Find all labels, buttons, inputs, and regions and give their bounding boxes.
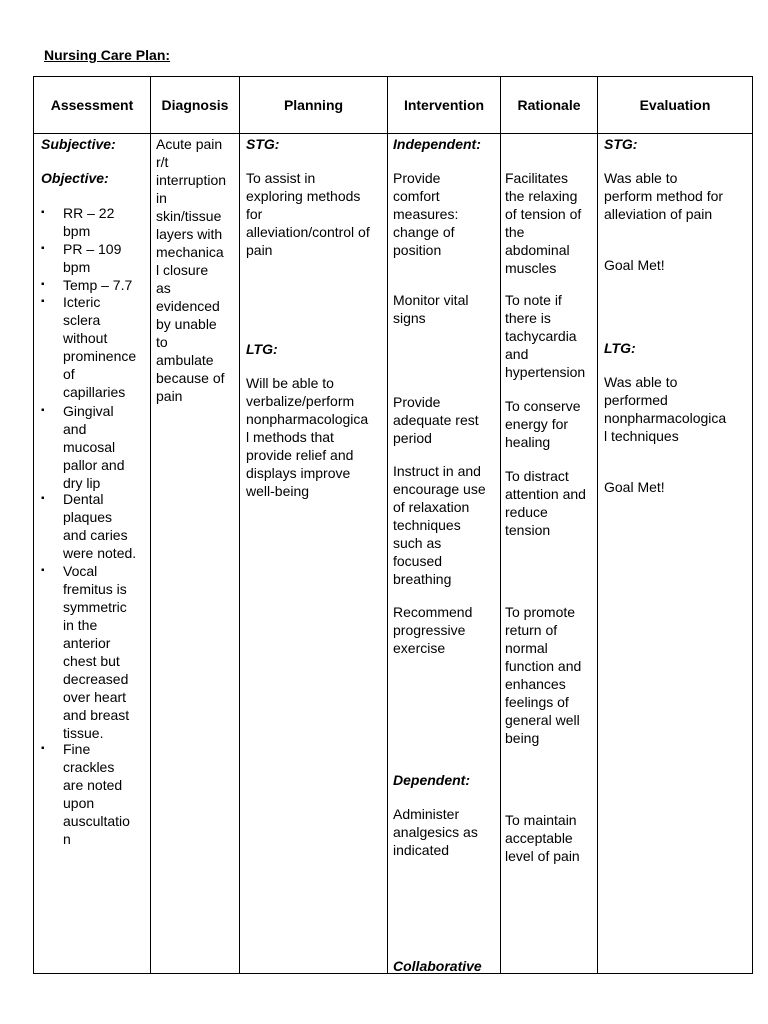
assessment-item: PR – 109 [63,241,122,257]
intervention-item: position [393,242,442,258]
assessment-item: were noted. [63,545,137,561]
evaluation-ltg-text: performed [604,392,668,408]
rationale-item: the [505,224,525,240]
assessment-item: mucosal [63,439,116,455]
diagnosis-text: as [156,280,171,296]
rationale-item: acceptable [505,830,573,846]
assessment-item: crackles [63,759,115,775]
intervention-item: Provide [393,170,441,186]
intervention-item: analgesics as [393,824,478,840]
dependent-label: Dependent: [393,772,470,788]
diagnosis-text: layers with [156,226,223,242]
intervention-item: Recommend [393,604,473,620]
header-diagnosis: Diagnosis [151,77,240,134]
intervention-item: measures: [393,206,459,222]
rationale-item: return of [505,622,558,638]
rationale-item: healing [505,434,551,450]
page-title: Nursing Care Plan: [44,47,171,63]
bullet-icon: ▪ [41,493,45,504]
assessment-item: anterior [63,635,111,651]
diagnosis-text: pain [156,388,183,404]
assessment-item: dry lip [63,475,101,491]
assessment-item: and caries [63,527,128,543]
assessment-item: of [63,366,75,382]
diagnosis-text: by unable [156,316,217,332]
assessment-item: plaques [63,509,113,525]
intervention-item: focused [393,553,443,569]
subjective-label: Subjective: [41,136,116,152]
header-planning: Planning [240,77,388,134]
assessment-item: fremitus is [63,581,127,597]
bullet-icon: ▪ [41,207,45,218]
evaluation-ltg-goal: Goal Met! [604,479,665,495]
planning-ltg-text: well-being [246,483,310,499]
planning-stg-text: alleviation/control of [246,224,370,240]
planning-ltg-text: l methods that [246,429,334,445]
bullet-icon: ▪ [41,565,45,576]
diagnosis-text: in [156,190,167,206]
intervention-item: Monitor vital [393,292,469,308]
rationale-item: function and [505,658,582,674]
assessment-item: Vocal [63,563,98,579]
diagnosis-text: ambulate [156,352,214,368]
planning-ltg-text: displays improve [246,465,351,481]
assessment-item: and breast [63,707,130,723]
intervention-cell [388,134,501,974]
planning-stg-text: pain [246,242,273,258]
rationale-item: tension [505,522,551,538]
assessment-item: chest but [63,653,120,669]
intervention-item: such as [393,535,442,551]
assessment-item: symmetric [63,599,127,615]
intervention-item: Administer [393,806,460,822]
diagnosis-cell [151,134,240,974]
planning-stg-text: To assist in [246,170,316,186]
intervention-item: Instruct in and [393,463,481,479]
diagnosis-text: l closure [156,262,209,278]
planning-stg-label: STG: [246,136,280,152]
bullet-icon: ▪ [41,405,45,416]
header-rationale: Rationale [501,77,598,134]
intervention-item: signs [393,310,426,326]
rationale-item: being [505,730,540,746]
diagnosis-text: evidenced [156,298,220,314]
assessment-item: pallor and [63,457,125,473]
rationale-item: abdominal [505,242,570,258]
evaluation-stg-goal: Goal Met! [604,257,665,273]
evaluation-stg-label: STG: [604,136,638,152]
assessment-item: decreased [63,671,129,687]
rationale-item: there is [505,310,551,326]
bullet-icon: ▪ [41,279,45,290]
assessment-item: bpm [63,223,91,239]
assessment-item: tissue. [63,725,104,741]
assessment-item: Dental [63,491,104,507]
table-row [34,134,753,974]
intervention-item: breathing [393,571,452,587]
assessment-item: without [63,330,108,346]
diagnosis-text: Acute pain [156,136,223,152]
diagnosis-text: r/t [156,154,169,170]
table-header-row [34,77,753,134]
assessment-item: Gingival [63,403,114,419]
assessment-item: are noted [63,777,123,793]
rationale-item: tachycardia [505,328,577,344]
diagnosis-text: interruption [156,172,227,188]
rationale-item: of tension of [505,206,582,222]
intervention-item: change of [393,224,455,240]
rationale-item: and [505,346,529,362]
intervention-item: adequate rest [393,412,479,428]
intervention-item: techniques [393,517,461,533]
intervention-item: indicated [393,842,450,858]
assessment-cell [34,134,151,974]
independent-label: Independent: [393,136,481,152]
rationale-item: enhances [505,676,566,692]
diagnosis-text: to [156,334,168,350]
rationale-item: To conserve [505,398,581,414]
assessment-item: Temp – 7.7 [63,277,133,293]
intervention-item: comfort [393,188,440,204]
planning-ltg-text: provide relief and [246,447,354,463]
evaluation-stg-text: perform method for [604,188,724,204]
objective-label: Objective: [41,170,109,186]
assessment-item: n [63,831,71,847]
rationale-item: muscles [505,260,557,276]
planning-ltg-text: nonpharmacologica [246,411,369,427]
collaborative-label: Collaborative [393,958,482,974]
rationale-item: To promote [505,604,576,620]
diagnosis-text: mechanica [156,244,224,260]
rationale-cell [501,134,598,974]
assessment-item: Fine [63,741,91,757]
rationale-item: normal [505,640,548,656]
rationale-item: level of pain [505,848,580,864]
intervention-item: progressive [393,622,466,638]
diagnosis-text: because of [156,370,225,386]
assessment-item: bpm [63,259,91,275]
intervention-item: Provide [393,394,441,410]
assessment-item: sclera [63,312,101,328]
rationale-item: attention and [505,486,586,502]
planning-ltg-text: Will be able to [246,375,334,391]
evaluation-ltg-label: LTG: [604,340,636,356]
assessment-item: in the [63,617,98,633]
diagnosis-text: skin/tissue [156,208,222,224]
rationale-item: To note if [505,292,562,308]
planning-ltg-text: verbalize/perform [246,393,355,409]
bullet-icon: ▪ [41,296,45,307]
header-assessment: Assessment [34,77,151,134]
planning-stg-text: exploring methods [246,188,361,204]
assessment-item: upon [63,795,95,811]
evaluation-stg-text: Was able to [604,170,678,186]
assessment-item: and [63,421,87,437]
intervention-item: exercise [393,640,446,656]
care-plan-table [33,76,753,974]
evaluation-stg-text: alleviation of pain [604,206,713,222]
rationale-item: Facilitates [505,170,569,186]
assessment-item: capillaries [63,384,126,400]
rationale-item: To distract [505,468,569,484]
rationale-item: the relaxing [505,188,578,204]
rationale-item: To maintain [505,812,577,828]
rationale-item: general well [505,712,580,728]
rationale-item: reduce [505,504,548,520]
planning-cell [240,134,388,974]
rationale-item: energy for [505,416,569,432]
assessment-item: over heart [63,689,127,705]
evaluation-ltg-text: nonpharmacologica [604,410,727,426]
rationale-item: feelings of [505,694,569,710]
assessment-item: auscultatio [63,813,130,829]
rationale-item: hypertension [505,364,586,380]
assessment-item: prominence [63,348,137,364]
intervention-item: encourage use [393,481,486,497]
assessment-item: Icteric [63,294,101,310]
planning-stg-text: for [246,206,263,222]
assessment-item: RR – 22 [63,205,115,221]
bullet-icon: ▪ [41,243,45,254]
evaluation-ltg-text: l techniques [604,428,679,444]
intervention-item: period [393,430,432,446]
intervention-item: of relaxation [393,499,470,515]
evaluation-ltg-text: Was able to [604,374,678,390]
header-intervention: Intervention [388,77,501,134]
evaluation-cell [598,134,753,974]
planning-ltg-label: LTG: [246,341,278,357]
header-evaluation: Evaluation [598,77,753,134]
bullet-icon: ▪ [41,743,45,754]
